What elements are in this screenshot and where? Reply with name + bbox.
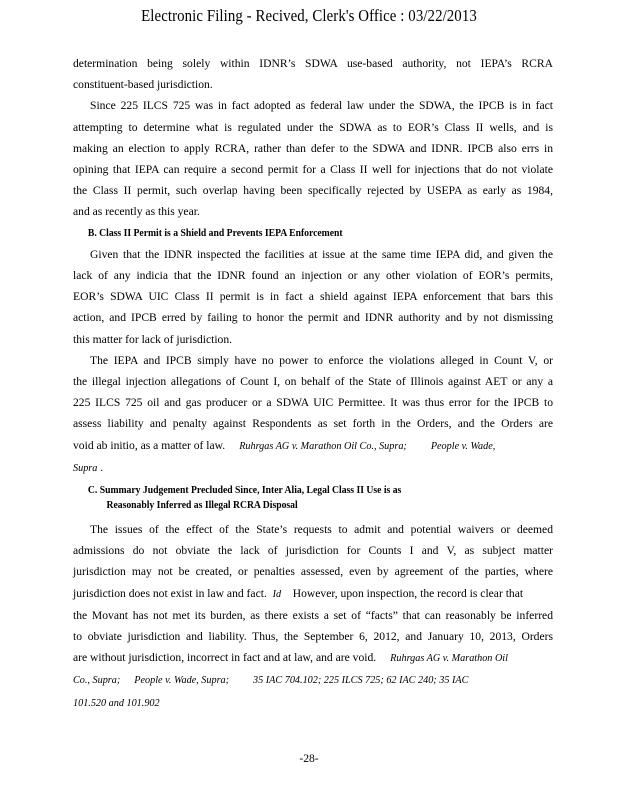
text-line: 225 ILCS 725 oil and gas producer or a SDWA UIC Permittee. It was thus error for the IPCB to (73, 396, 553, 410)
heading-line: C. Summary Judgement Precluded Since, Inter Alia, Legal Class II Use is as (87, 485, 402, 497)
text-line (73, 647, 553, 669)
text-line: the illegal injection allegations of Count I, on behalf of the State of Illinois against AET or any a (73, 375, 553, 389)
text-line: Since 225 ILCS 725 was in fact adopted as federal law under the SDWA, the IPCB is in fact (90, 99, 553, 113)
text-line (73, 435, 553, 457)
paragraph-summary-judgement (73, 519, 553, 714)
text-line: attempting to determine what is regulated under the SDWA as to EOR’s Class II wells, and is (73, 120, 553, 134)
text-line (73, 692, 553, 714)
paragraph-ilcs-sdwa (73, 95, 553, 222)
text-line: Given that the IDNR inspected the facilities at issue at the same time IEPA did, and given the (90, 247, 553, 261)
case-citation: Ruhrgas AG v. Marathon Oil (390, 653, 508, 665)
text-line: determination being solely within IDNR’s SDWA use-based authority, not IEPA’s RCRA (73, 57, 553, 70)
text-line: making an election to apply RCRA, rather than defer to the SDWA and IDNR. IPCB also errs in (73, 141, 553, 155)
text-run: jurisdiction does not exist in law and fact. (73, 586, 267, 600)
text-line: admissions do not obviate the lack of jurisdiction for Counts I and V, as subject matter (73, 544, 553, 558)
text-line: jurisdiction may not be created, or penalties assessed, even by agreement of the parties, where (73, 565, 553, 579)
text-line: EOR’s SDWA UIC Class II permit is in fact a shield against IEPA enforcement that bars this (73, 290, 553, 304)
text-line: action, and IPCB erred by failing to honor the permit and IDNR authority and by not dismissing (73, 311, 553, 325)
text-line: and as recently as this year. (73, 205, 200, 219)
text-line: The issues of the effect of the State’s requests to admit and potential waivers or deemed (90, 523, 553, 537)
text-line (73, 669, 553, 691)
paragraph-idnr-inspection (73, 244, 553, 350)
text-line: assess liability and penalty against Respondents as set forth in the Orders, and the Orders are (73, 417, 553, 431)
text-line: The IEPA and IPCB simply have no power to enforce the violations alleged in Count V, or (90, 353, 553, 367)
filing-stamp-header: Electronic Filing - Recived, Clerk's Office : 03/22/2013 (141, 6, 477, 25)
document-body (73, 53, 553, 714)
case-citation: Co., Supra; (73, 675, 121, 687)
case-citation: Id (272, 588, 282, 600)
case-citation: Supra (73, 462, 98, 474)
text-run: However, upon inspection, the record is clear that (292, 586, 524, 600)
text-line: the Movant has not met its burden, as there exists a set of “facts” that can reasonably be inferred (73, 608, 553, 622)
section-heading-c (73, 483, 519, 513)
case-citation: People v. Wade, Supra; (134, 675, 230, 687)
statute-citation: 101.520 and 101.902 (73, 697, 160, 709)
case-citation: People v. Wade, (430, 440, 496, 452)
text-line: the Class II permit, such overlap having been specifically rejected by USEPA as early as 1984, (73, 184, 553, 198)
text-line (73, 583, 553, 605)
paragraph-no-power-to-enforce (73, 350, 553, 479)
text-run: are without jurisdiction, incorrect in fact and at law, and are void. (73, 651, 377, 665)
statute-citation: 35 IAC 704.102; 225 ILCS 725; 62 IAC 240; 35 IAC (253, 675, 469, 687)
section-heading-b: B. Class II Permit is a Shield and Prevents IEPA Enforcement (87, 227, 343, 239)
text-run: void ab initio, as a matter of law. (73, 438, 226, 452)
page-number: -28- (299, 752, 319, 765)
text-run: . (100, 460, 104, 474)
case-citation: Ruhrgas AG v. Marathon Oil Co., Supra; (239, 440, 407, 452)
paragraph-continuation (73, 53, 553, 95)
text-line: opining that IEPA can require a second permit for a Class II well for injections that do not violate (73, 163, 553, 177)
text-line (73, 457, 553, 479)
text-line: lack of any indicia that the IDNR found an injection or any other violation of EOR’s permits, (73, 269, 553, 283)
text-line: this matter for lack of jurisdiction. (73, 332, 233, 346)
heading-line: Reasonably Inferred as Illegal RCRA Disposal (106, 500, 298, 512)
text-line: to obviate jurisdiction and liability. Thus, the September 6, 2012, and January 10, 2013, Orders (73, 630, 553, 644)
text-line: constituent-based jurisdiction. (73, 78, 213, 92)
